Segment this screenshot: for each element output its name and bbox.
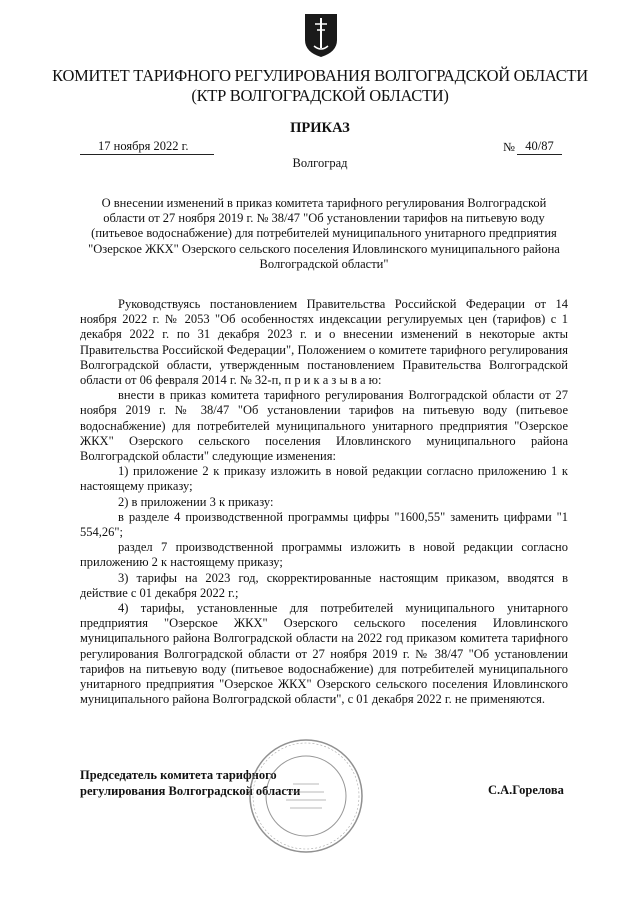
signatory-position-line: регулирования Волгоградской области: [80, 783, 301, 798]
order-subject: О внесении изменений в приказ комитета тарифного регулирования Волгоградской области от 27 ноября 2019 г. № 38/47 "Об установлении тарифов на питьевую воду (питьевое водоснабжение) для потребителей муниципального унитарного предприятия "Озерское ЖКХ" Озерского сельского поселения Иловлинского муниципального района Волгоградской области": [88, 196, 560, 271]
paragraph: раздел 7 производственной программы изложить в новой редакции согласно приложению 2 к настоящему приказу;: [80, 540, 568, 570]
paragraph: 4) тарифы, установленные для потребителей муниципального унитарного предприятия "Озерское ЖКХ" Озерского сельского поселения Иловлинского муниципального района Волгоградской области на 2022 год приказом комитета тарифного регулирования Волгоградской области от 27 ноября 2019 г. № 38/47 "Об установлении тарифов на питьевую воду (питьевое водоснабжение) для потребителей муниципального унитарного предприятия "Озерское ЖКХ" Озерского сельского поселения Иловлинского муниципального района Волгоградской области", с 01 декабря 2022 г. не применяются.: [80, 601, 568, 707]
paragraph: внести в приказ комитета тарифного регулирования Волгоградской области от 27 ноября 2019 г. № 38/47 "Об установлении тарифов на питьевую воду (питьевое водоснабжение) для потребителей муниципального унитарного предприятия "Озерское ЖКХ" Озерского сельского поселения Иловлинского муниципального района Волгоградской области" следующие изменения:: [80, 388, 568, 464]
paragraph: 1) приложение 2 к приказу изложить в новой редакции согласно приложению 1 к настоящему приказу;: [80, 464, 568, 494]
signatory-position-line: Председатель комитета тарифного: [80, 768, 277, 782]
order-body: [80, 297, 568, 707]
organization-name: КОМИТЕТ ТАРИФНОГО РЕГУЛИРОВАНИЯ ВОЛГОГРАДСКОЙ ОБЛАСТИ: [52, 66, 588, 85]
signatory-name: С.А.Горелова: [488, 783, 564, 797]
paragraph: 3) тарифы на 2023 год, скорректированные настоящим приказом, вводятся в действие с 01 декабря 2022 г.;: [80, 570, 568, 600]
order-number: 40/87: [517, 138, 562, 155]
order-number-label: №: [503, 140, 515, 154]
coat-of-arms-icon: [302, 12, 340, 58]
order-date: 17 ноября 2022 г.: [80, 138, 214, 155]
organization-short-name: (КТР ВОЛГОГРАДСКОЙ ОБЛАСТИ): [191, 86, 449, 105]
paragraph: в разделе 4 производственной программы цифры "1600,55" заменить цифрами "1 554,26";: [80, 509, 568, 540]
paragraph: Руководствуясь постановлением Правительства Российской Федерации от 14 ноября 2022 г. № 2053 "Об особенностях индексации регулируемых цен (тарифов) с 1 декабря 2022 г. по 31 декабря 2023 г. и о внесении изменений в некоторые акты Правительства Российской Федерации", Положением о комитете тарифного регулирования Волгоградской области, утвержденным постановлением Правительства Волгоградской области от 06 февраля 2014 г. № 32-п, п р и к а з ы в а ю:: [80, 297, 568, 388]
paragraph: 2) в приложении 3 к приказу:: [118, 494, 274, 509]
order-city: Волгоград: [292, 156, 348, 170]
official-seal-icon: [246, 736, 366, 856]
document-title: ПРИКАЗ: [290, 120, 350, 136]
